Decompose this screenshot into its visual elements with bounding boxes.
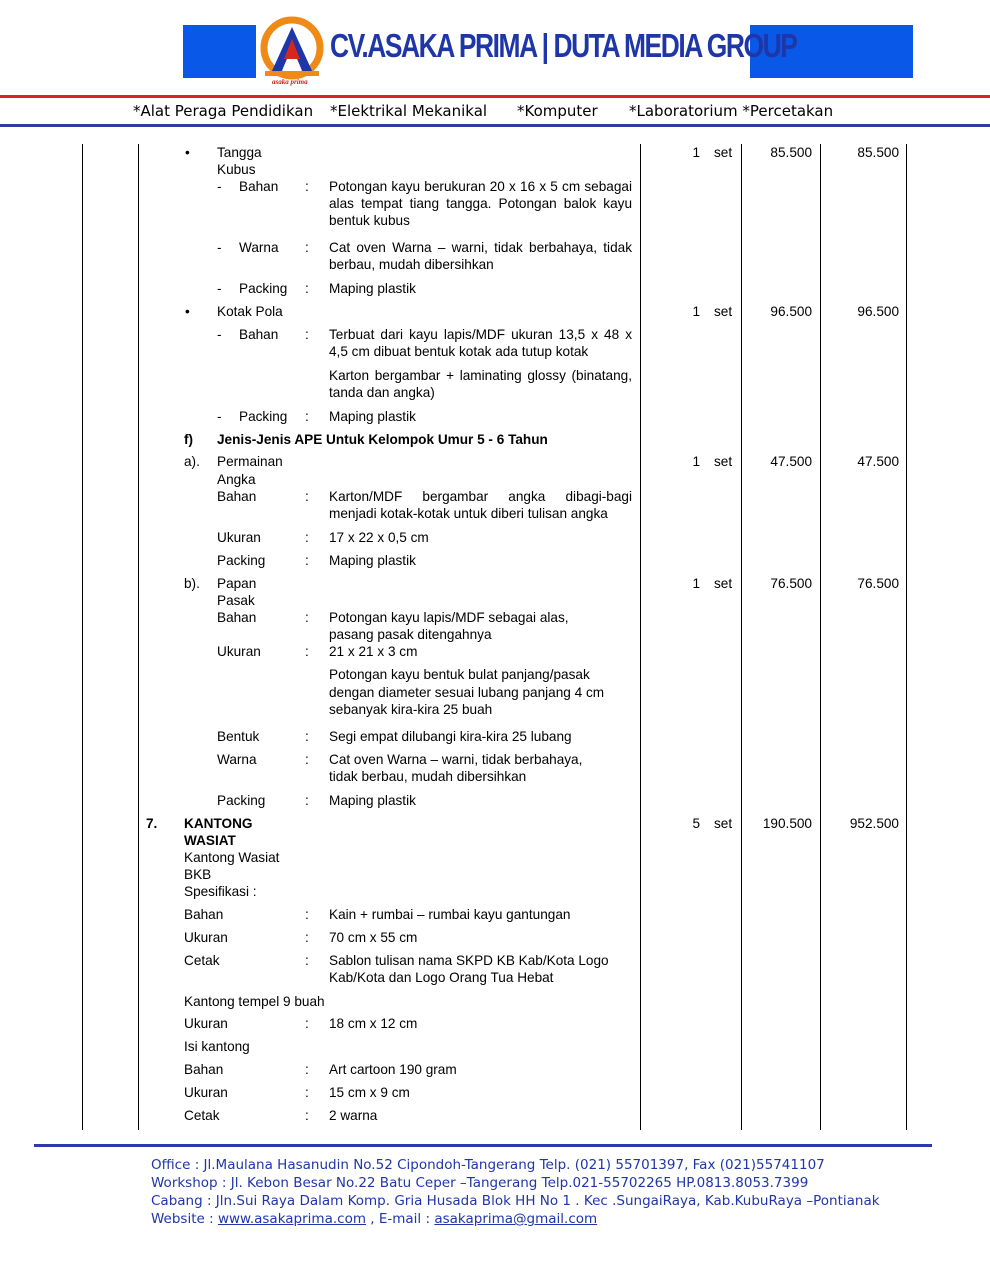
spec-value: Kab/Kota dan Logo Orang Tua Hebat [329, 970, 554, 985]
item-name: Kotak Pola [217, 304, 283, 319]
spec-value: Cat oven Warna – warni, tidak berbahaya, [329, 752, 583, 767]
spec-label: Packing [239, 409, 288, 424]
item-name: Permainan [217, 454, 283, 469]
logo-caption: asaka prima [272, 78, 308, 86]
total-cell: 85.500 [857, 145, 899, 160]
spec-colon: : [305, 907, 309, 922]
spec-colon: : [305, 240, 309, 255]
qty-cell: 5 [692, 816, 700, 831]
dash: - [217, 179, 222, 194]
qty-cell: 1 [692, 454, 700, 469]
spec-label: Ukuran [184, 1016, 228, 1031]
spec-colon: : [305, 281, 309, 296]
table-border [906, 144, 907, 1130]
spec-value: dengan diameter sesuai lubang panjang 4 cm [329, 685, 605, 700]
spec-value: Cat oven Warna – warni, tidak berbahaya, tidak berbau, mudah dibersihkan [329, 240, 632, 272]
item-name: WASIAT [184, 833, 236, 848]
spec-value: Potongan kayu lapis/MDF sebagai alas, [329, 610, 569, 625]
qty-cell: 1 [692, 145, 700, 160]
total-cell: 47.500 [857, 454, 899, 469]
item-name: Pasak [217, 593, 255, 608]
total-cell: 96.500 [857, 304, 899, 319]
bullet: • [185, 304, 190, 319]
spec-colon: : [305, 610, 309, 625]
spec-label: Bentuk [217, 729, 260, 744]
spec-value: Potongan kayu bentuk bulat panjang/pasak [329, 667, 590, 682]
spec-label: Bahan [217, 610, 257, 625]
qty-cell: 1 [692, 576, 700, 591]
spec-label: Ukuran [184, 930, 228, 945]
spec-colon: : [305, 409, 309, 424]
spec-value: Art cartoon 190 gram [329, 1062, 457, 1077]
spec-label: Packing [239, 281, 288, 296]
qty-cell: 1 [692, 304, 700, 319]
spec-value: pasang pasak ditengahnya [329, 627, 492, 642]
table-border [820, 144, 821, 1130]
spec-colon: : [305, 1016, 309, 1031]
dash: - [217, 240, 222, 255]
spec-colon: : [305, 553, 309, 568]
spec-label: Bahan [184, 907, 224, 922]
spec-label: Bahan [217, 489, 257, 504]
item-subtitle: BKB [184, 867, 212, 882]
email-label: , E-mail : [365, 1211, 435, 1227]
dash: - [217, 409, 222, 424]
spec-label: Packing [217, 793, 266, 808]
spec-label: Warna [217, 752, 257, 767]
unit-cell: set [714, 145, 733, 160]
spec-value: 15 cm x 9 cm [329, 1085, 410, 1100]
spec-value: 2 warna [329, 1108, 378, 1123]
spec-label: Cetak [184, 1108, 220, 1123]
tagline-item: *Alat Peraga Pendidikan [133, 102, 314, 120]
footer-office: Office : Jl.Maulana Hasanudin No.52 Cipondoh-Tangerang Telp. (021) 55701397, Fax (021)55741107 [151, 1157, 825, 1173]
unit-cell: set [714, 304, 733, 319]
spec-value: Terbuat dari kayu lapis/MDF ukuran 13,5 x 48 x 4,5 cm dibuat bentuk kotak ada tutup kotak [329, 327, 632, 359]
spec-label: Packing [217, 553, 266, 568]
section-title: Jenis-Jenis APE Untuk Kelompok Umur 5 - 6 Tahun [217, 432, 548, 447]
table-border [82, 144, 83, 1130]
item-marker: a). [184, 454, 200, 469]
item-number: 7. [146, 816, 158, 831]
footer-contact [151, 1210, 597, 1228]
spec-label: Cetak [184, 953, 220, 968]
website-link[interactable]: www.asakaprima.com [217, 1211, 366, 1227]
spec-value: 18 cm x 12 cm [329, 1016, 418, 1031]
spec-value: Maping plastik [329, 793, 416, 808]
unit-cell: set [714, 454, 733, 469]
unit-cell: set [714, 576, 733, 591]
table-border [741, 144, 742, 1130]
price-cell: 96.500 [770, 304, 812, 319]
spec-colon: : [305, 489, 309, 504]
table-border [138, 144, 139, 1130]
spec-subheading: Kantong tempel 9 buah [184, 994, 325, 1009]
spec-value: Karton/MDF bergambar angka dibagi-bagi menjadi kotak-kotak untuk diberi tulisan angka [329, 489, 632, 521]
item-name: Papan [217, 576, 257, 591]
spec-value: Maping plastik [329, 553, 416, 568]
table-border [640, 144, 641, 1130]
spec-colon: : [305, 644, 309, 659]
spec-value: Karton bergambar + laminating glossy (binatang, tanda dan angka) [329, 368, 632, 400]
spec-colon: : [305, 953, 309, 968]
spec-colon: : [305, 179, 309, 194]
price-cell: 76.500 [770, 576, 812, 591]
dash: - [217, 281, 222, 296]
spec-label: Ukuran [217, 644, 261, 659]
email-link[interactable]: asakaprima@gmail.com [434, 1211, 598, 1227]
spec-colon: : [305, 1062, 309, 1077]
price-cell: 190.500 [762, 816, 812, 831]
spec-value: Potongan kayu berukuran 20 x 16 x 5 cm sebagai alas tempat tiang tangga. Potongan balok kayu bentuk kubus [329, 179, 632, 228]
company-title: CV.ASAKA PRIMA | DUTA MEDIA GROUP [330, 27, 797, 64]
spec-value: Sablon tulisan nama SKPD KB Kab/Kota Logo [329, 953, 609, 968]
spec-heading: Spesifikasi : [184, 884, 257, 899]
spec-value: 70 cm x 55 cm [329, 930, 418, 945]
footer-workshop: Workshop : Jl. Kebon Besar No.22 Batu Ceper –Tangerang Telp.021-55702265 HP.0813.8053.7399 [151, 1175, 809, 1191]
item-name: Angka [217, 472, 256, 487]
spec-colon: : [305, 793, 309, 808]
spec-value: Maping plastik [329, 281, 416, 296]
section-marker: f) [184, 432, 194, 447]
total-cell: 952.500 [849, 816, 899, 831]
price-cell: 85.500 [770, 145, 812, 160]
spec-label: Bahan [239, 179, 279, 194]
tagline-item: *Komputer [517, 102, 598, 120]
spec-colon: : [305, 1108, 309, 1123]
spec-colon: : [305, 729, 309, 744]
spec-value: Maping plastik [329, 409, 416, 424]
spec-value: tidak berbau, mudah dibersihkan [329, 769, 527, 784]
bullet: • [185, 145, 190, 160]
spec-value: Kain + rumbai – rumbai kayu gantungan [329, 907, 571, 922]
footer-cabang: Cabang : Jln.Sui Raya Dalam Komp. Gria Husada Blok HH No 1 . Kec .SungaiRaya, Kab.KubuRaya –Pontianak [151, 1193, 880, 1209]
item-marker: b). [184, 576, 200, 591]
website-label: Website : [151, 1211, 218, 1227]
spec-colon: : [305, 530, 309, 545]
price-cell: 47.500 [770, 454, 812, 469]
tagline-item: *Laboratorium *Percetakan [629, 102, 834, 120]
item-name: Tangga [217, 145, 262, 160]
total-cell: 76.500 [857, 576, 899, 591]
spec-value: 21 x 21 x 3 cm [329, 644, 418, 659]
unit-cell: set [714, 816, 733, 831]
footer-line [34, 1144, 932, 1147]
spec-value: 17 x 22 x 0,5 cm [329, 530, 429, 545]
header-red-line [0, 95, 990, 98]
spec-label: Ukuran [217, 530, 261, 545]
spec-value: sebanyak kira-kira 25 buah [329, 702, 493, 717]
spec-label: Warna [239, 240, 279, 255]
spec-colon: : [305, 1085, 309, 1100]
item-name: Kubus [217, 162, 256, 177]
header-blue-block-left [183, 25, 256, 78]
spec-label: Ukuran [184, 1085, 228, 1100]
tagline-item: *Elektrikal Mekanikal [330, 102, 488, 120]
spec-colon: : [305, 930, 309, 945]
header-blue-line [0, 124, 990, 127]
spec-label: Bahan [239, 327, 279, 342]
spec-colon: : [305, 327, 309, 342]
spec-label: Bahan [184, 1062, 224, 1077]
spec-value: Segi empat dilubangi kira-kira 25 lubang [329, 729, 572, 744]
spec-colon: : [305, 752, 309, 767]
item-name: KANTONG [184, 816, 253, 831]
item-subtitle: Kantong Wasiat [184, 850, 280, 865]
dash: - [217, 327, 222, 342]
spec-subheading: Isi kantong [184, 1039, 250, 1054]
